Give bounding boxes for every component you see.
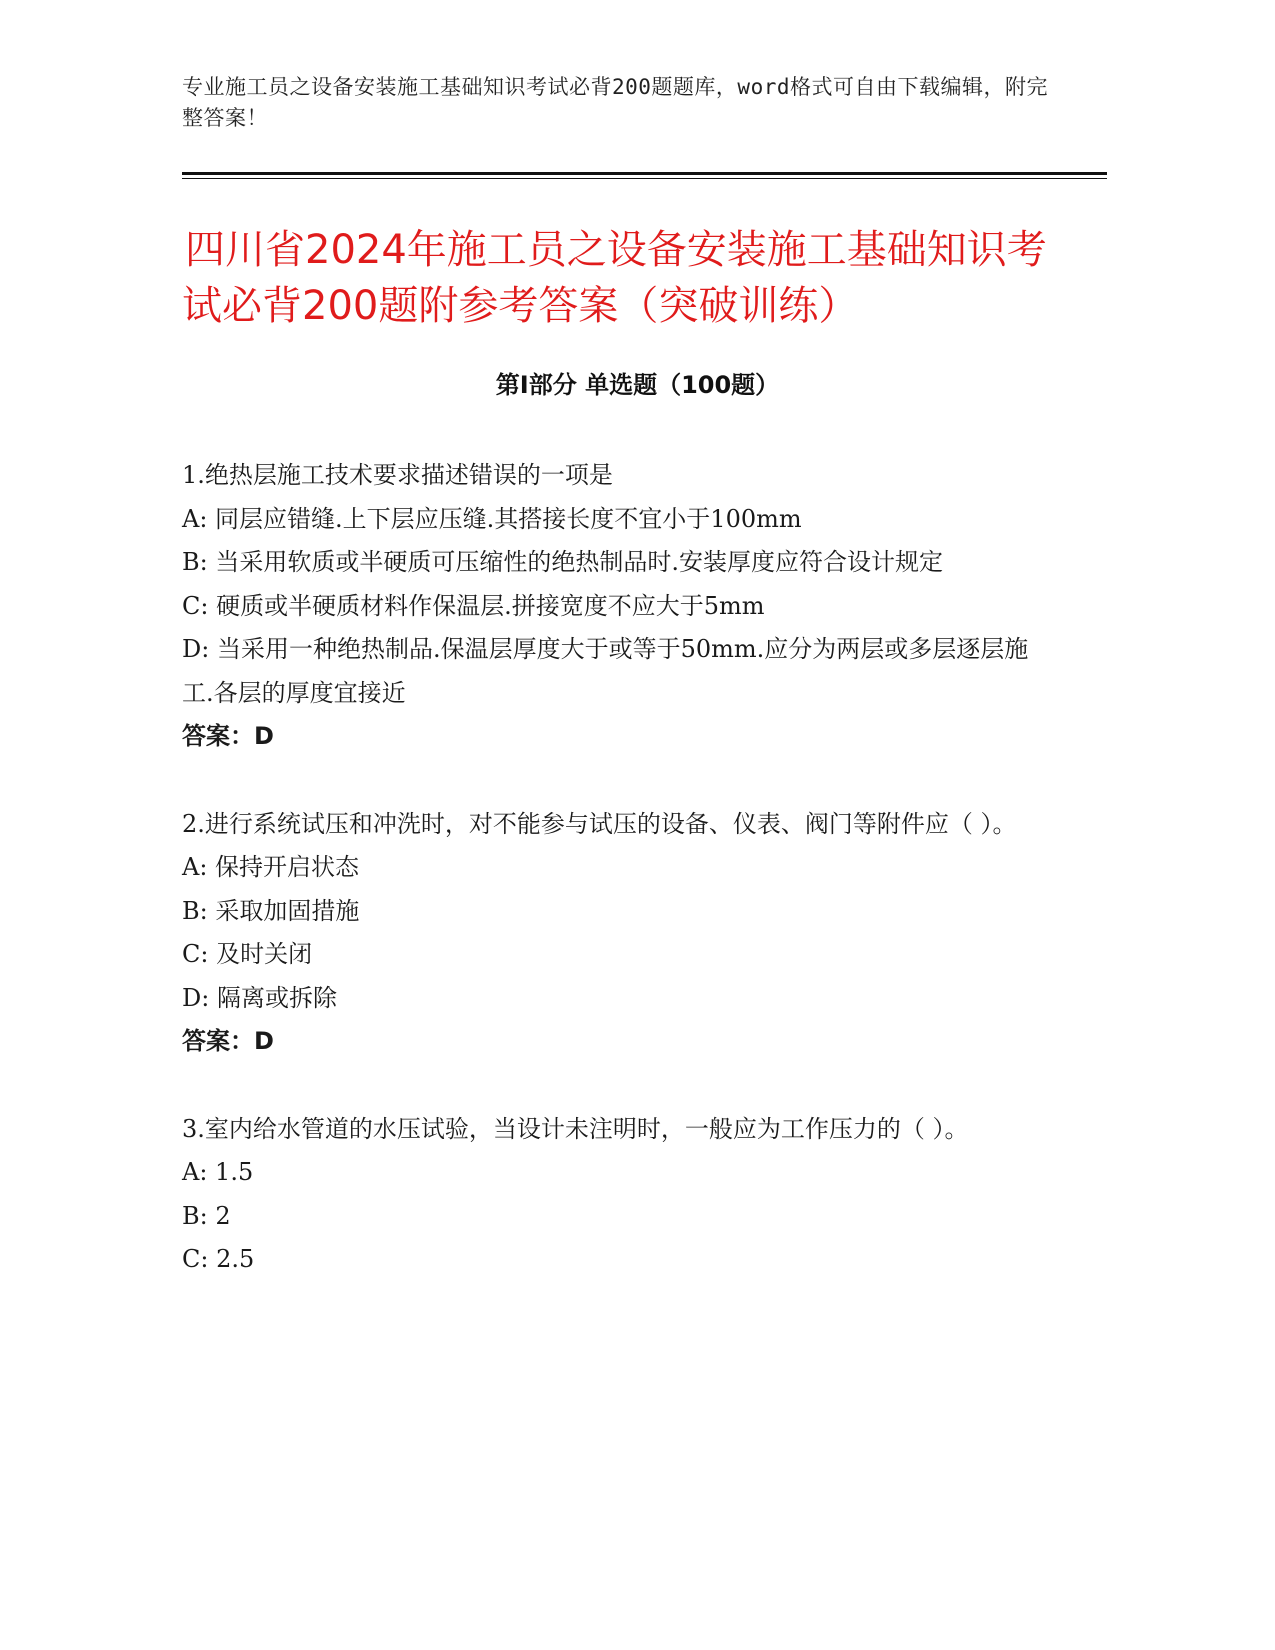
question-list bbox=[182, 454, 1042, 1326]
option-c: C: 及时关闭 bbox=[182, 940, 313, 968]
option-a: A: 1.5 bbox=[182, 1158, 254, 1186]
option-b: B: 采取加固措施 bbox=[182, 896, 360, 925]
option-d: D: 当采用一种绝热制品.保温层厚度大于或等于50mm.应分为两层或多层逐层施工.各层的厚度宜接近 bbox=[182, 635, 1029, 707]
answer-line: 答案：D bbox=[182, 722, 274, 750]
header-divider-thick bbox=[182, 172, 1107, 175]
option-a: A: 保持开启状态 bbox=[182, 853, 360, 881]
header-note: 专业施工员之设备安装施工基础知识考试必背200题题库，word格式可自由下载编辑，附完整答案！ bbox=[182, 75, 1048, 130]
option-c: C: 2.5 bbox=[182, 1245, 255, 1273]
option-a: A: 同层应错缝.上下层应压缝.其搭接长度不宜小于100mm bbox=[182, 504, 802, 533]
option-b: B: 当采用软质或半硬质可压缩性的绝热制品时.安装厚度应符合设计规定 bbox=[182, 548, 943, 576]
option-d: D: 隔离或拆除 bbox=[182, 983, 337, 1012]
header-divider-thin bbox=[182, 178, 1107, 179]
question-3 bbox=[182, 1108, 1042, 1282]
answer-line: 答案：D bbox=[182, 1027, 274, 1055]
question-text: 1.绝热层施工技术要求描述错误的一项是 bbox=[182, 461, 613, 489]
section-heading: 第Ⅰ部分 单选题（100题） bbox=[495, 371, 780, 399]
document-title: 四川省2024年施工员之设备安装施工基础知识考试必背200题附参考答案（突破训练） bbox=[182, 227, 1047, 329]
option-b: B: 2 bbox=[182, 1201, 231, 1230]
question-1 bbox=[182, 454, 1042, 759]
question-text: 2.进行系统试压和冲洗时，对不能参与试压的设备、仪表、阀门等附件应（ ）。 bbox=[182, 809, 1017, 838]
question-text: 3.室内给水管道的水压试验，当设计未注明时，一般应为工作压力的（ ）。 bbox=[182, 1114, 969, 1143]
question-2 bbox=[182, 803, 1042, 1064]
option-c: C: 硬质或半硬质材料作保温层.拼接宽度不应大于5mm bbox=[182, 591, 765, 620]
